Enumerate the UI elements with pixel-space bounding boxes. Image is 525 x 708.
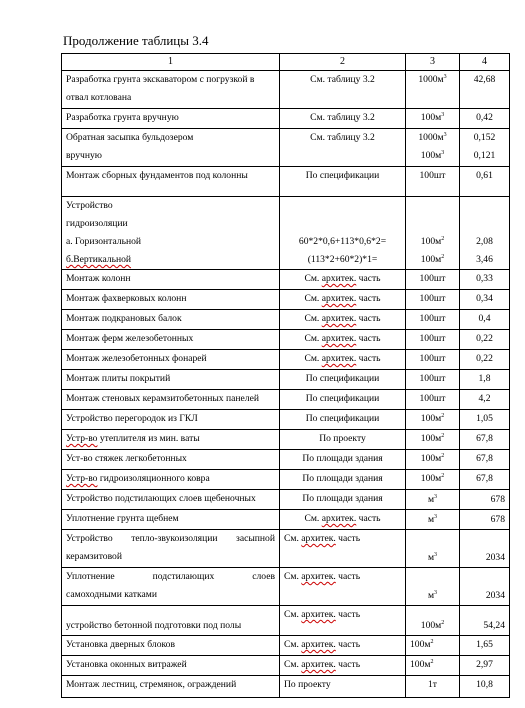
unit-cell: $100м^2$ $100м^2$ [406,197,460,270]
header-cell: 2 [280,54,406,71]
quantity-cell: 1,65 [460,636,510,656]
quantity-cell: 0,4 [460,310,510,330]
quantity-cell: 0,152 0,121 [460,129,510,167]
table-row [62,290,510,310]
work-name-cell: Обратная засыпка бульдозером вручную [62,129,280,167]
work-name-cell [62,470,280,490]
source-cell: См. архитек. часть [280,270,406,290]
source-cell: См. таблицу 3.2 [280,71,406,109]
quantity-cell: 1,8 [460,370,510,390]
quantity-cell: 67,8 [460,470,510,490]
quantity-cell: 2,97 [460,656,510,676]
work-name-cell: Устройство гидроизоляции а. Горизонтальной б.Вертикальной [62,197,280,270]
source-cell: См. архитек. часть [280,350,406,370]
table-row [62,490,510,510]
table-row [62,656,510,676]
unit-cell: $100м^2$ [406,450,460,470]
source-cell: См. архитек. часть [280,290,406,310]
header-cell: 3 [406,54,460,71]
source-cell: См. таблицу 3.2 [280,129,406,167]
work-name-cell: Уплотнение грунта щебнем [62,510,280,530]
source-cell: По площади здания [280,490,406,510]
spellcheck-mark: архитек. [321,353,357,364]
header-row [62,54,510,71]
unit-cell: $100м^2$ [406,636,460,656]
quantity-cell: 67,8 [460,450,510,470]
work-name-cell: Монтаж лестниц, стремянок, ограждений [62,676,280,698]
spellcheck-mark: архитек. [301,609,336,620]
source-cell: По спецификации [280,390,406,410]
unit-cell: 100шт [406,390,460,410]
spellcheck-mark: архитек. [301,533,336,544]
table-row [62,636,510,656]
source-cell: См. таблицу 3.2 [280,109,406,129]
table-row [62,71,510,109]
work-name-cell: Монтаж подкрановых балок [62,310,280,330]
work-name-text: утеплителя из мин. ваты [97,433,200,444]
work-name-cell: Монтаж стеновых керамзитобетонных панелей [62,390,280,410]
work-name-cell: Монтаж плиты покрытий [62,370,280,390]
spellcheck-mark: архитек. [301,639,336,650]
work-name-cell: Установка оконных витражей [62,656,280,676]
quantity-cell: 0,61 [460,167,510,197]
table-row [62,510,510,530]
quantity-cell: 0,22 [460,350,510,370]
table-row [62,330,510,350]
quantity-cell: 1,05 [460,410,510,430]
unit-cell: $м^3$ [406,490,460,510]
unit-cell: 100шт [406,350,460,370]
spellcheck-mark: архитек. [321,333,357,344]
table-caption: Продолжение таблицы 3.4 [63,33,209,48]
table-row [62,370,510,390]
work-name-cell: Монтаж колонн [62,270,280,290]
quantity-cell: 678 [460,490,510,510]
table-row [62,470,510,490]
unit-cell: 100шт [406,370,460,390]
unit-cell: $100м^2$ [406,470,460,490]
unit-cell: 100шт [406,310,460,330]
spellcheck-mark: архитек. [321,273,357,284]
work-name-cell: Разработка грунта экскаватором с погрузкой в отвал котлована [62,71,280,109]
quantity-cell: 0,34 [460,290,510,310]
unit-cell: $1000м^3$ $100м^3$ [406,129,460,167]
table-row [62,530,510,568]
unit-cell: $100м^2$ [406,430,460,450]
source-cell: По площади здания [280,470,406,490]
table-row [62,450,510,470]
quantity-cell: 10,8 [460,676,510,698]
header-cell: 4 [460,54,510,71]
unit-cell: $м^3$ [406,568,460,606]
quantity-cell: 2,08 3,46 [460,197,510,270]
unit-cell: $100м^2$ [406,656,460,676]
source-cell: По спецификации [280,410,406,430]
spellcheck-mark: архитек. [321,513,357,524]
work-name-cell: Уст-во стяжек легкобетонных [62,450,280,470]
source-cell: См. архитек. часть [280,568,406,606]
work-name-cell: Монтаж фахверковых колонн [62,290,280,310]
works-table [61,53,510,698]
source-cell: По площади здания [280,450,406,470]
source-cell: См. архитек. часть [280,330,406,350]
quantity-cell: 0,22 [460,330,510,350]
work-name-cell: Установка дверных блоков [62,636,280,656]
table-row [62,606,510,636]
header-cell: 1 [62,54,280,71]
work-name-cell: Устройство перегородок из ГКЛ [62,410,280,430]
source-cell: По спецификации [280,370,406,390]
quantity-cell: 0,33 [460,270,510,290]
quantity-cell: 0,42 [460,109,510,129]
quantity-cell: 4,2 [460,390,510,410]
source-cell: По спецификации [280,167,406,197]
unit-cell: 100шт [406,270,460,290]
spellcheck-mark: архитек. [321,313,357,324]
unit-cell: $1000м^3$ [406,71,460,109]
work-name-cell: Монтаж железобетонных фонарей [62,350,280,370]
formula-cell: 60*2*0,6+113*0,6*2= (113*2+60*2)*1= [280,197,406,270]
work-name-cell: Разработка грунта вручную [62,109,280,129]
quantity-cell: 42,68 [460,71,510,109]
source-cell: См. архитек. часть [280,310,406,330]
source-cell: По проекту [280,430,406,450]
source-cell: См. архитек. часть [280,510,406,530]
work-name-text: гидроизоляционного ковра [97,473,210,484]
spellcheck-mark: Устр-во [66,433,98,444]
table-row [62,350,510,370]
quantity-cell: 2034 [460,568,510,606]
quantity-cell: 2034 [460,530,510,568]
table-row [62,167,510,197]
table-row [62,410,510,430]
spellcheck-mark: Устр-во [66,473,98,484]
table-row [62,676,510,698]
work-name-cell: Устройство подстилающих слоев щебеночных [62,490,280,510]
source-cell: По проекту [280,676,406,698]
spellcheck-mark: архитек. [301,571,336,582]
work-name-cell: Монтаж ферм железобетонных [62,330,280,350]
quantity-cell: 54,24 [460,606,510,636]
unit-cell: $100м^2$ [406,606,460,636]
work-name-cell: Монтаж сборных фундаментов под колонны [62,167,280,197]
unit-cell: 1т [406,676,460,698]
work-name-cell: Уплотнение подстилающих слоев самоходными катками [62,568,280,606]
work-name-cell [62,430,280,450]
work-name-cell: Устройство тепло-звукоизоляции засыпной керамзитовой [62,530,280,568]
table-row [62,568,510,606]
unit-cell: 100шт [406,167,460,197]
unit-cell: $100м^3$ [406,109,460,129]
unit-cell: 100шт [406,330,460,350]
table-row [62,390,510,410]
spellcheck-mark: архитек. [321,293,357,304]
table-row [62,197,510,270]
quantity-cell: 67,8 [460,430,510,450]
unit-cell: $м^3$ [406,530,460,568]
source-cell: См. архитек. часть [280,656,406,676]
unit-cell: 100шт [406,290,460,310]
unit-cell: $м^3$ [406,510,460,530]
table-row [62,430,510,450]
spellcheck-mark: архитек. [301,659,336,670]
unit-cell: $100м^2$ [406,410,460,430]
source-cell: См. архитек. часть [280,606,406,636]
table-row [62,129,510,167]
source-cell: См. архитек. часть [280,636,406,656]
table-row [62,109,510,129]
work-name-cell: устройство бетонной подготовки под полы [62,606,280,636]
source-cell: См. архитек. часть [280,530,406,568]
table-row [62,310,510,330]
quantity-cell: 678 [460,510,510,530]
table-row [62,270,510,290]
